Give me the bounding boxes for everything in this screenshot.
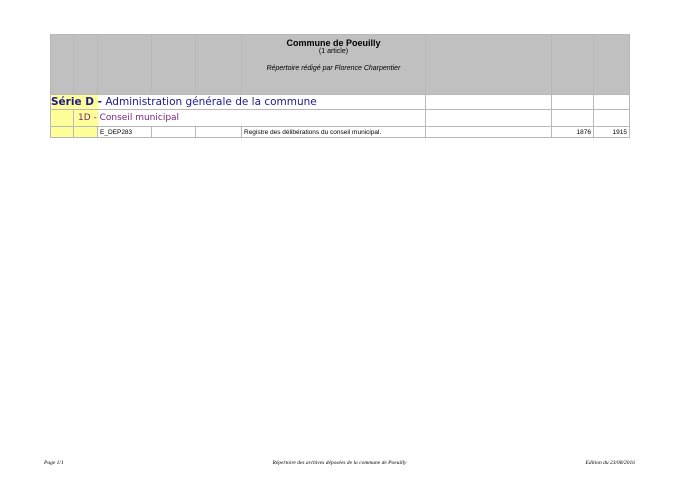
serie-cell [51, 95, 426, 110]
page-title: Commune de Poeuilly [286, 38, 381, 48]
empty-cell [594, 95, 630, 110]
inventory-table [50, 34, 630, 138]
empty-cell [196, 127, 242, 138]
empty-cell [152, 127, 196, 138]
article-count: (1 article) [318, 48, 349, 55]
footer-page-number: Page 1/1 [44, 460, 64, 466]
empty-cell [552, 95, 594, 110]
header-cell [196, 35, 242, 95]
header-cell [552, 35, 594, 95]
table-row [51, 127, 630, 138]
empty-cell [426, 127, 552, 138]
empty-cell [426, 95, 552, 110]
archive-sheet [50, 34, 629, 138]
header-cell [98, 35, 152, 95]
empty-cell [552, 110, 594, 127]
sous-serie-cell [74, 110, 426, 127]
header-cell [594, 35, 630, 95]
serie-code: Série D - [51, 96, 102, 108]
item-cote: E_DEP283 [98, 127, 152, 138]
header-cell [51, 35, 74, 95]
author-line: Répertoire rédigé par Florence Charpentier [266, 65, 401, 72]
footer-title: Répertoire des archives déposées de la commune de Poeuilly [272, 460, 407, 466]
yellow-cell [74, 127, 98, 138]
header-cell [426, 35, 552, 95]
header-cell [74, 35, 98, 95]
empty-cell [594, 110, 630, 127]
header-row [51, 35, 630, 95]
header-cell [152, 35, 196, 95]
sous-serie-heading: 1D - Conseil municipal [78, 113, 180, 123]
serie-row [51, 95, 630, 110]
empty-cell [426, 110, 552, 127]
yellow-cell [51, 127, 74, 138]
sous-serie-row [51, 110, 630, 127]
serie-heading [51, 96, 317, 108]
item-date-start: 1876 [552, 127, 594, 138]
yellow-cell [51, 110, 74, 127]
header-title-cell [242, 35, 426, 95]
item-date-end: 1915 [594, 127, 630, 138]
footer-edition-date: Edition du 23/08/2016 [585, 460, 635, 466]
serie-label: Administration générale de la commune [105, 96, 317, 108]
item-description: Registre des délibérations du conseil municipal. [242, 127, 426, 138]
